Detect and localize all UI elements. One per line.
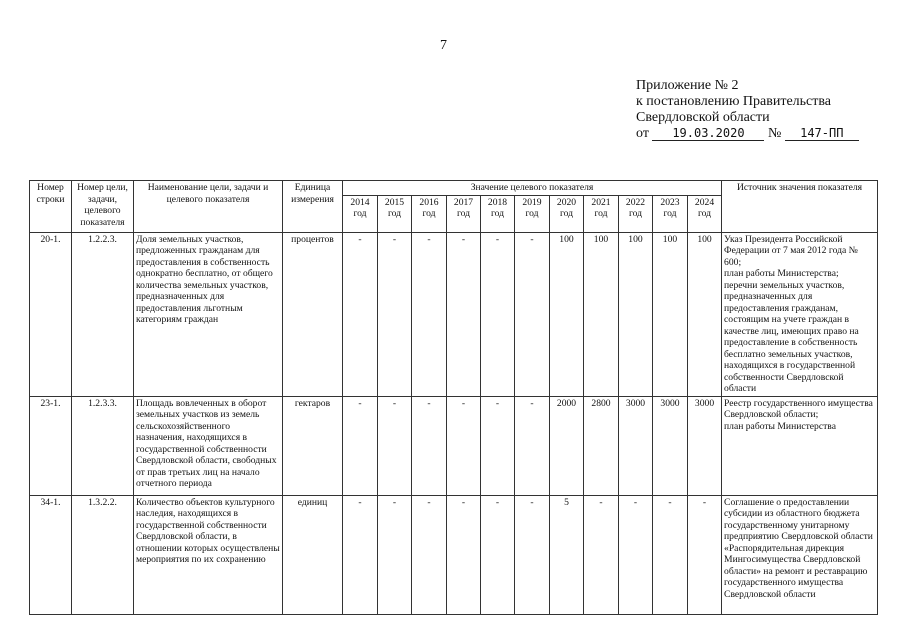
table-header-row <box>30 181 878 196</box>
value-cell: - <box>619 495 653 614</box>
source-cell: Соглашение о предоставлении субсидии из областного бюджета государственному унитарному предприятию Свердловской области «Распорядительная дирекция Мингосимущества Свердловской области» на ремонт и реставрацию государственного имущества Свердловской области <box>722 495 878 614</box>
value-cell: - <box>481 232 515 396</box>
year-header: 2017 год <box>447 195 481 232</box>
value-cell: - <box>343 232 378 396</box>
value-cell: 3000 <box>619 396 653 495</box>
table-row <box>30 396 878 495</box>
indicator-name: Количество объектов культурного наследия, находящихся в государственной собственности Свердловской области, в отношении которых осуществлены мероприятия по их сохранению <box>134 495 283 614</box>
header-name: Наименование цели, задачи и целевого показателя <box>134 181 283 233</box>
number-label: № <box>767 126 782 141</box>
indicator-name: Площадь вовлеченных в оборот земельных участков из земель сельскохозяйственного назначения, находящихся в государственной собственности Свердловской области, свободных от прав третьих лиц на начало отчетного периода <box>134 396 283 495</box>
value-cell: - <box>515 232 550 396</box>
value-cell: - <box>412 396 447 495</box>
header-row-number: Номер строки <box>30 181 72 233</box>
value-cell: 5 <box>550 495 584 614</box>
header-values: Значение целевого показателя <box>343 181 722 196</box>
value-cell: 2800 <box>584 396 619 495</box>
indicator-name: Доля земельных участков, предложенных гражданам для предоставления в собственность однократно бесплатно, от общего количества земельных участков, предназначенных для предоставления льготным категориям граждан <box>134 232 283 396</box>
value-cell: 3000 <box>688 396 722 495</box>
indicators-table <box>29 180 878 615</box>
from-label: от <box>636 126 649 141</box>
value-cell: - <box>378 495 412 614</box>
value-cell: - <box>343 495 378 614</box>
value-cell: 100 <box>653 232 688 396</box>
unit: процентов <box>283 232 343 396</box>
row-number: 34-1. <box>30 495 72 614</box>
value-cell: - <box>447 495 481 614</box>
header-source: Источник значения показателя <box>722 181 878 233</box>
value-cell: 100 <box>550 232 584 396</box>
header-goal-number: Номер цели, задачи, целевого показателя <box>72 181 134 233</box>
value-cell: 100 <box>619 232 653 396</box>
value-cell: - <box>584 495 619 614</box>
appendix-date-row <box>636 126 859 142</box>
decree-date: 19.03.2020 <box>652 126 764 141</box>
goal-number: 1.2.3.3. <box>72 396 134 495</box>
year-header: 2021 год <box>584 195 619 232</box>
unit: единиц <box>283 495 343 614</box>
year-header: 2024 год <box>688 195 722 232</box>
value-cell: - <box>515 396 550 495</box>
value-cell: - <box>378 396 412 495</box>
source-cell: Реестр государственного имущества Свердловской области; план работы Министерства <box>722 396 878 495</box>
year-header: 2022 год <box>619 195 653 232</box>
value-cell: 3000 <box>653 396 688 495</box>
value-cell: - <box>481 396 515 495</box>
value-cell: - <box>447 232 481 396</box>
value-cell: 100 <box>688 232 722 396</box>
table-row <box>30 495 878 614</box>
year-header: 2016 год <box>412 195 447 232</box>
year-header: 2023 год <box>653 195 688 232</box>
value-cell: - <box>688 495 722 614</box>
appendix-decree-line: к постановлению Правительства <box>636 94 832 109</box>
goal-number: 1.2.2.3. <box>72 232 134 396</box>
appendix-region-line: Свердловской области <box>636 110 770 125</box>
page-number: 7 <box>440 38 447 53</box>
appendix-title: Приложение № 2 <box>636 78 739 93</box>
row-number: 23-1. <box>30 396 72 495</box>
row-number: 20-1. <box>30 232 72 396</box>
year-header: 2019 год <box>515 195 550 232</box>
table-row <box>30 232 878 396</box>
year-header: 2020 год <box>550 195 584 232</box>
unit: гектаров <box>283 396 343 495</box>
value-cell: 2000 <box>550 396 584 495</box>
header-unit: Единица измерения <box>283 181 343 233</box>
year-header: 2015 год <box>378 195 412 232</box>
decree-number: 147-ПП <box>785 126 859 141</box>
value-cell: - <box>653 495 688 614</box>
value-cell: 100 <box>584 232 619 396</box>
year-header: 2014 год <box>343 195 378 232</box>
value-cell: - <box>412 495 447 614</box>
year-header: 2018 год <box>481 195 515 232</box>
appendix-header <box>636 78 859 142</box>
source-cell: Указ Президента Российской Федерации от 7 мая 2012 года № 600; план работы Министерства; перечни земельных участков, предназначенных для предоставления гражданам, состоящим на учете граждан в качестве лиц, имеющих право на предоставление в собственность бесплатно земельных участков, находящихся в государственной собственности Свердловской области <box>722 232 878 396</box>
value-cell: - <box>447 396 481 495</box>
value-cell: - <box>515 495 550 614</box>
goal-number: 1.3.2.2. <box>72 495 134 614</box>
value-cell: - <box>412 232 447 396</box>
value-cell: - <box>481 495 515 614</box>
value-cell: - <box>378 232 412 396</box>
value-cell: - <box>343 396 378 495</box>
